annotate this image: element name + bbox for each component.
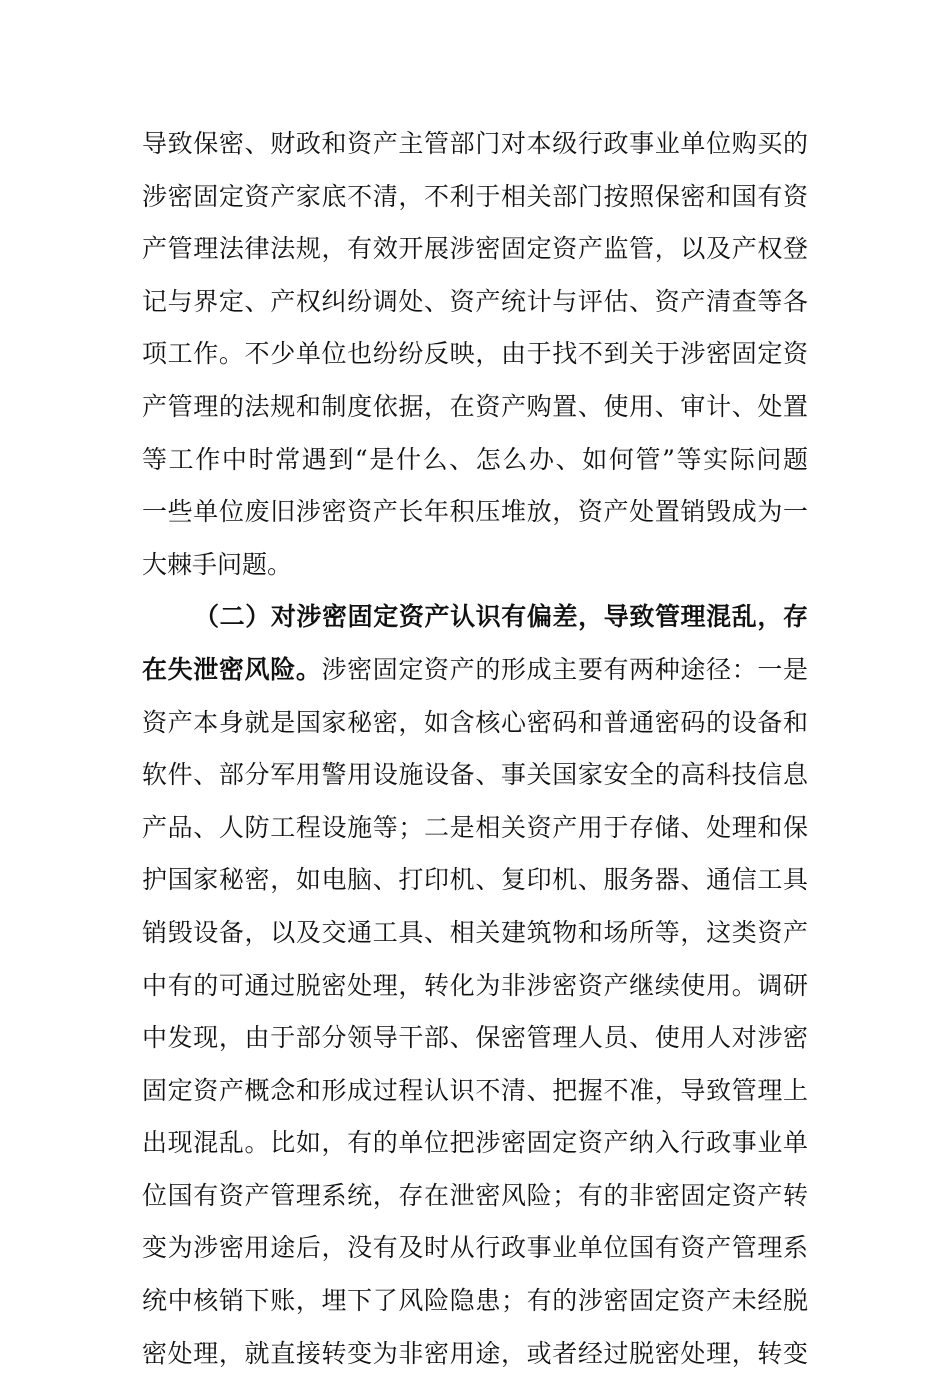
text-line: 销毁设备，以及交通工具、相关建筑物和场所等，这类资产 [142, 917, 808, 947]
text-line: 出现混乱。比如，有的单位把涉密固定资产纳入行政事业单 [142, 1128, 808, 1158]
section-heading-end: 在失泄密风险。 [142, 654, 322, 684]
text-line: 软件、部分军用警用设施设备、事关国家安全的高科技信息 [142, 760, 808, 790]
text-line: 固定资产概念和形成过程认识不清、把握不准，导致管理上 [142, 1075, 808, 1105]
section-heading: （二）对涉密固定资产认识有偏差，导致管理混乱，存 [194, 602, 808, 632]
text-line: 密处理，就直接转变为非密用途，或者经过脱密处理，转变 [142, 1338, 808, 1368]
text-line: 产品、人防工程设施等；二是相关资产用于存储、处理和保 [142, 812, 808, 842]
text-line-mixed [142, 644, 808, 697]
text-span: 涉密固定资产的形成主要有两种途径：一是 [321, 654, 808, 684]
text-line: 等工作中时常遇到“是什么、怎么办、如何管”等实际问题 [142, 444, 808, 474]
text-line: 资产本身就是国家秘密，如含核心密码和普通密码的设备和 [142, 707, 808, 737]
text-line: 统中核销下账，埋下了风险隐患；有的涉密固定资产未经脱 [142, 1286, 808, 1316]
text-line: 导致保密、财政和资产主管部门对本级行政事业单位购买的 [142, 129, 808, 158]
text-line: 中有的可通过脱密处理，转化为非涉密资产继续使用。调研 [142, 970, 808, 1000]
text-line: 项工作。不少单位也纷纷反映，由于找不到关于涉密固定资 [142, 339, 808, 369]
body-text [142, 118, 808, 1380]
text-line: 涉密固定资产家底不清，不利于相关部门按照保密和国有资 [142, 181, 808, 211]
text-line: 护国家秘密，如电脑、打印机、复印机、服务器、通信工具 [142, 865, 808, 895]
text-line: 产管理法律法规，有效开展涉密固定资产监管，以及产权登 [142, 234, 808, 264]
text-line: 中发现，由于部分领导干部、保密管理人员、使用人对涉密 [142, 1023, 808, 1053]
text-line: 大棘手问题。 [142, 549, 293, 579]
text-line: 产管理的法规和制度依据，在资产购置、使用、审计、处置 [142, 391, 808, 421]
text-line: 变为涉密用途后，没有及时从行政事业单位国有资产管理系 [142, 1233, 808, 1263]
text-line: 一些单位废旧涉密资产长年积压堆放，资产处置销毁成为一 [142, 497, 808, 527]
text-line: 位国有资产管理系统，存在泄密风险；有的非密固定资产转 [142, 1180, 808, 1210]
text-line: 记与界定、产权纠纷调处、资产统计与评估、资产清查等各 [142, 286, 808, 316]
